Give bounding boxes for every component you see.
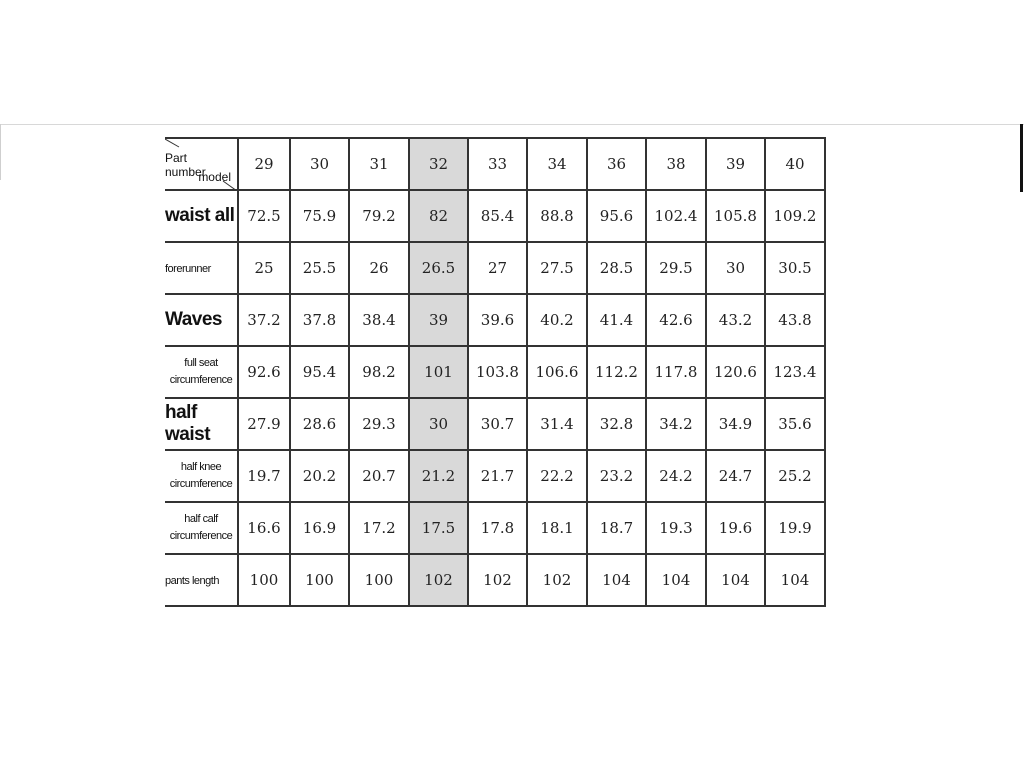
value-cell: 19.6 [706, 502, 765, 554]
value-cell: 95.6 [587, 190, 646, 242]
value-cell: 92.6 [238, 346, 290, 398]
value-cell: 103.8 [468, 346, 527, 398]
row-label [165, 355, 237, 389]
size-header-31: 31 [349, 138, 409, 190]
value-cell: 34.2 [646, 398, 706, 450]
value-cell: 100 [238, 554, 290, 606]
value-cell: 21.7 [468, 450, 527, 502]
row-label-cell [165, 190, 238, 242]
size-header-33: 33 [468, 138, 527, 190]
value-cell: 16.9 [290, 502, 349, 554]
row-label-line: full seat [184, 357, 218, 369]
value-cell: 27.5 [527, 242, 587, 294]
table-row [165, 450, 825, 502]
value-cell: 19.9 [765, 502, 825, 554]
value-cell: 123.4 [765, 346, 825, 398]
value-cell: 30.5 [765, 242, 825, 294]
value-cell: 24.7 [706, 450, 765, 502]
value-cell: 23.2 [587, 450, 646, 502]
value-cell: 22.2 [527, 450, 587, 502]
value-cell: 17.8 [468, 502, 527, 554]
value-cell: 109.2 [765, 190, 825, 242]
value-cell: 31.4 [527, 398, 587, 450]
value-cell: 30 [409, 398, 468, 450]
value-cell: 41.4 [587, 294, 646, 346]
value-cell: 39.6 [468, 294, 527, 346]
value-cell: 26 [349, 242, 409, 294]
right-edge-bar [1020, 124, 1023, 192]
value-cell: 25 [238, 242, 290, 294]
size-header-36: 36 [587, 138, 646, 190]
value-cell: 25.2 [765, 450, 825, 502]
value-cell: 27.9 [238, 398, 290, 450]
divider-line [0, 124, 1024, 125]
table-row [165, 502, 825, 554]
size-header-34: 34 [527, 138, 587, 190]
value-cell: 39 [409, 294, 468, 346]
value-cell: 29.5 [646, 242, 706, 294]
row-label-cell [165, 502, 238, 554]
value-cell: 104 [587, 554, 646, 606]
value-cell: 42.6 [646, 294, 706, 346]
size-header-32: 32 [409, 138, 468, 190]
corner-header-cell [165, 138, 238, 190]
value-cell: 18.7 [587, 502, 646, 554]
value-cell: 100 [290, 554, 349, 606]
size-header-38: 38 [646, 138, 706, 190]
value-cell: 105.8 [706, 190, 765, 242]
value-cell: 17.5 [409, 502, 468, 554]
row-label-line: circumference [169, 478, 233, 490]
value-cell: 120.6 [706, 346, 765, 398]
value-cell: 85.4 [468, 190, 527, 242]
row-label: forerunner [165, 262, 211, 275]
row-label [165, 511, 237, 545]
corner-label-top: Part number [165, 151, 206, 179]
value-cell: 21.2 [409, 450, 468, 502]
value-cell: 35.6 [765, 398, 825, 450]
value-cell: 16.6 [238, 502, 290, 554]
value-cell: 26.5 [409, 242, 468, 294]
value-cell: 25.5 [290, 242, 349, 294]
size-chart-table [165, 137, 826, 607]
value-cell: 102.4 [646, 190, 706, 242]
value-cell: 112.2 [587, 346, 646, 398]
value-cell: 19.3 [646, 502, 706, 554]
row-label-line: half calf [184, 513, 218, 525]
row-label: Waves [165, 309, 222, 330]
table-row [165, 398, 825, 450]
value-cell: 72.5 [238, 190, 290, 242]
value-cell: 37.2 [238, 294, 290, 346]
value-cell: 29.3 [349, 398, 409, 450]
value-cell: 88.8 [527, 190, 587, 242]
value-cell: 38.4 [349, 294, 409, 346]
row-label-cell [165, 294, 238, 346]
row-label-line: circumference [169, 530, 233, 542]
value-cell: 75.9 [290, 190, 349, 242]
value-cell: 32.8 [587, 398, 646, 450]
value-cell: 95.4 [290, 346, 349, 398]
value-cell: 106.6 [527, 346, 587, 398]
row-label: waist all [165, 205, 235, 226]
size-header-40: 40 [765, 138, 825, 190]
size-header-30: 30 [290, 138, 349, 190]
value-cell: 18.1 [527, 502, 587, 554]
header-row [165, 138, 825, 190]
row-label: half waist [165, 402, 211, 445]
row-label [165, 459, 237, 493]
value-cell: 43.2 [706, 294, 765, 346]
value-cell: 104 [646, 554, 706, 606]
value-cell: 79.2 [349, 190, 409, 242]
table-row [165, 190, 825, 242]
value-cell: 37.8 [290, 294, 349, 346]
value-cell: 24.2 [646, 450, 706, 502]
value-cell: 19.7 [238, 450, 290, 502]
table-row [165, 242, 825, 294]
value-cell: 20.7 [349, 450, 409, 502]
size-header-29: 29 [238, 138, 290, 190]
table-row [165, 346, 825, 398]
value-cell: 28.5 [587, 242, 646, 294]
value-cell: 102 [468, 554, 527, 606]
value-cell: 43.8 [765, 294, 825, 346]
value-cell: 101 [409, 346, 468, 398]
row-label-cell [165, 554, 238, 606]
value-cell: 117.8 [646, 346, 706, 398]
value-cell: 28.6 [290, 398, 349, 450]
corner-label-bottom: model [198, 170, 231, 184]
row-label-cell [165, 450, 238, 502]
row-label-line: circumference [169, 374, 233, 386]
value-cell: 17.2 [349, 502, 409, 554]
value-cell: 30 [706, 242, 765, 294]
value-cell: 102 [527, 554, 587, 606]
row-label-cell [165, 242, 238, 294]
table-row [165, 554, 825, 606]
value-cell: 104 [706, 554, 765, 606]
value-cell: 82 [409, 190, 468, 242]
row-label-line: half knee [180, 461, 222, 473]
left-edge-line [0, 124, 1, 180]
value-cell: 98.2 [349, 346, 409, 398]
value-cell: 27 [468, 242, 527, 294]
row-label-cell [165, 346, 238, 398]
value-cell: 40.2 [527, 294, 587, 346]
size-header-39: 39 [706, 138, 765, 190]
value-cell: 100 [349, 554, 409, 606]
row-label: pants length [165, 574, 219, 587]
value-cell: 34.9 [706, 398, 765, 450]
value-cell: 30.7 [468, 398, 527, 450]
value-cell: 104 [765, 554, 825, 606]
row-label-cell [165, 398, 238, 450]
value-cell: 102 [409, 554, 468, 606]
table-row [165, 294, 825, 346]
value-cell: 20.2 [290, 450, 349, 502]
